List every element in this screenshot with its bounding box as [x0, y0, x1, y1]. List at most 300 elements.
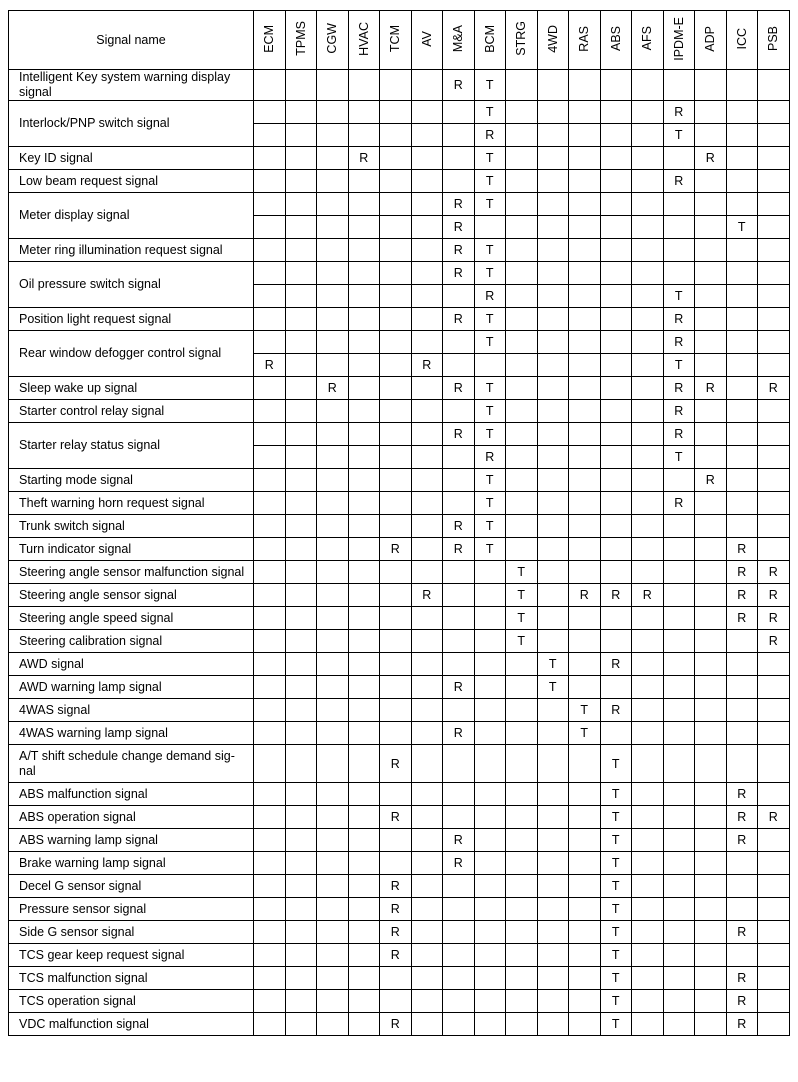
table-cell	[632, 630, 664, 653]
table-cell	[254, 193, 286, 216]
table-cell: R	[443, 216, 475, 239]
table-cell	[380, 239, 412, 262]
table-cell	[758, 216, 790, 239]
table-cell	[380, 990, 412, 1013]
table-cell: R	[443, 262, 475, 285]
signal-name: Steering angle sensor signal	[9, 584, 254, 607]
table-row	[9, 630, 790, 653]
table-cell	[695, 423, 727, 446]
table-cell	[443, 1013, 475, 1036]
table-cell	[411, 216, 443, 239]
table-cell: R	[695, 147, 727, 170]
table-cell	[380, 147, 412, 170]
table-cell	[411, 607, 443, 630]
table-cell	[348, 921, 380, 944]
signal-name: Interlock/PNP switch signal	[9, 101, 254, 147]
table-cell: R	[474, 446, 506, 469]
table-cell	[474, 829, 506, 852]
table-cell	[254, 630, 286, 653]
table-cell	[506, 70, 538, 101]
table-cell	[474, 898, 506, 921]
table-row	[9, 377, 790, 400]
table-cell	[348, 400, 380, 423]
column-header-label: ICC	[734, 27, 749, 50]
table-cell	[632, 676, 664, 699]
table-cell	[348, 492, 380, 515]
column-header-label: BCM	[482, 24, 497, 53]
table-cell	[506, 806, 538, 829]
signal-name: Rear window defogger control signal	[9, 331, 254, 377]
column-header-label: ABS	[608, 25, 623, 51]
table-cell	[317, 630, 349, 653]
table-cell: R	[726, 990, 758, 1013]
table-cell	[348, 354, 380, 377]
table-cell	[506, 124, 538, 147]
table-cell	[380, 492, 412, 515]
table-cell: R	[726, 967, 758, 990]
table-cell	[285, 400, 317, 423]
table-cell: R	[380, 538, 412, 561]
table-cell	[600, 101, 632, 124]
table-cell: R	[726, 538, 758, 561]
table-cell	[726, 239, 758, 262]
table-cell	[380, 699, 412, 722]
table-cell	[443, 170, 475, 193]
table-cell	[632, 538, 664, 561]
table-cell	[663, 722, 695, 745]
table-cell	[380, 377, 412, 400]
table-cell: R	[726, 561, 758, 584]
table-cell	[632, 331, 664, 354]
table-cell	[569, 676, 601, 699]
table-cell	[411, 1013, 443, 1036]
table-cell	[758, 70, 790, 101]
table-cell: R	[663, 308, 695, 331]
table-cell	[569, 875, 601, 898]
table-cell: R	[726, 829, 758, 852]
table-cell	[254, 676, 286, 699]
table-cell	[411, 898, 443, 921]
table-cell	[443, 446, 475, 469]
table-cell: R	[726, 783, 758, 806]
table-cell	[380, 515, 412, 538]
table-cell	[632, 515, 664, 538]
table-cell	[569, 446, 601, 469]
table-cell	[569, 783, 601, 806]
table-cell	[285, 944, 317, 967]
table-cell	[317, 469, 349, 492]
table-cell	[758, 745, 790, 783]
table-cell	[254, 875, 286, 898]
column-header	[569, 11, 601, 70]
table-cell	[663, 852, 695, 875]
table-cell	[506, 216, 538, 239]
table-cell	[537, 423, 569, 446]
table-cell: R	[758, 806, 790, 829]
table-cell	[506, 875, 538, 898]
table-cell	[726, 676, 758, 699]
table-cell	[695, 898, 727, 921]
table-cell	[443, 561, 475, 584]
table-cell: T	[474, 101, 506, 124]
table-cell	[537, 239, 569, 262]
column-header	[317, 11, 349, 70]
table-cell	[317, 308, 349, 331]
table-cell	[411, 852, 443, 875]
table-cell	[758, 829, 790, 852]
table-cell	[380, 630, 412, 653]
table-cell	[506, 354, 538, 377]
table-cell: T	[474, 331, 506, 354]
table-cell	[254, 515, 286, 538]
table-cell	[317, 1013, 349, 1036]
table-cell	[317, 170, 349, 193]
table-cell	[443, 607, 475, 630]
table-cell	[632, 829, 664, 852]
table-cell	[317, 783, 349, 806]
table-cell: T	[506, 630, 538, 653]
table-cell	[632, 806, 664, 829]
table-cell	[411, 745, 443, 783]
table-cell	[317, 446, 349, 469]
table-row	[9, 400, 790, 423]
table-cell	[569, 561, 601, 584]
table-cell	[695, 239, 727, 262]
table-cell: R	[443, 722, 475, 745]
table-cell	[285, 170, 317, 193]
table-cell	[569, 990, 601, 1013]
table-cell: R	[663, 492, 695, 515]
table-cell: T	[506, 584, 538, 607]
table-cell	[537, 70, 569, 101]
table-cell: R	[632, 584, 664, 607]
table-cell	[537, 806, 569, 829]
table-row	[9, 469, 790, 492]
table-cell	[285, 921, 317, 944]
table-cell	[285, 101, 317, 124]
table-cell: R	[758, 630, 790, 653]
table-cell	[537, 630, 569, 653]
table-cell	[443, 990, 475, 1013]
table-cell	[600, 170, 632, 193]
table-row	[9, 239, 790, 262]
table-cell	[380, 70, 412, 101]
table-cell	[474, 676, 506, 699]
table-cell	[726, 70, 758, 101]
table-cell: T	[506, 561, 538, 584]
table-cell	[569, 193, 601, 216]
table-cell	[600, 377, 632, 400]
table-cell	[285, 630, 317, 653]
table-cell: R	[569, 584, 601, 607]
table-cell	[443, 967, 475, 990]
table-cell	[254, 101, 286, 124]
signal-name: Position light request signal	[9, 308, 254, 331]
table-cell	[600, 354, 632, 377]
table-cell	[600, 515, 632, 538]
table-cell	[285, 875, 317, 898]
table-cell	[600, 492, 632, 515]
table-cell	[726, 852, 758, 875]
table-cell: T	[474, 262, 506, 285]
table-cell	[726, 875, 758, 898]
table-cell	[411, 124, 443, 147]
column-header-label: M&A	[451, 24, 465, 53]
table-cell	[443, 944, 475, 967]
table-cell	[348, 676, 380, 699]
table-cell	[317, 875, 349, 898]
table-cell	[663, 561, 695, 584]
table-cell	[506, 469, 538, 492]
table-cell	[380, 262, 412, 285]
table-cell	[443, 492, 475, 515]
table-cell: T	[600, 990, 632, 1013]
table-cell: T	[726, 216, 758, 239]
table-cell	[537, 967, 569, 990]
table-cell	[411, 492, 443, 515]
table-cell	[443, 584, 475, 607]
table-cell	[695, 630, 727, 653]
table-cell	[537, 699, 569, 722]
table-cell	[443, 285, 475, 308]
table-cell	[663, 584, 695, 607]
signal-name: Steering calibration signal	[9, 630, 254, 653]
table-cell	[663, 1013, 695, 1036]
table-cell	[348, 515, 380, 538]
table-cell	[758, 676, 790, 699]
table-cell	[569, 262, 601, 285]
table-cell	[632, 400, 664, 423]
table-cell	[411, 262, 443, 285]
table-cell	[380, 170, 412, 193]
table-cell	[758, 285, 790, 308]
table-cell	[537, 584, 569, 607]
table-cell	[474, 921, 506, 944]
table-cell	[632, 875, 664, 898]
table-cell	[632, 967, 664, 990]
table-cell: T	[600, 921, 632, 944]
table-cell: R	[474, 124, 506, 147]
table-cell	[537, 745, 569, 783]
table-cell: R	[758, 561, 790, 584]
table-cell	[348, 722, 380, 745]
table-cell	[726, 944, 758, 967]
table-cell	[443, 354, 475, 377]
table-cell	[695, 699, 727, 722]
table-row	[9, 193, 790, 216]
table-cell	[411, 446, 443, 469]
column-header	[726, 11, 758, 70]
signal-name: 4WAS warning lamp signal	[9, 722, 254, 745]
table-cell	[537, 354, 569, 377]
column-header-label: ADP	[703, 25, 717, 52]
table-cell	[758, 423, 790, 446]
table-cell	[380, 653, 412, 676]
table-cell	[726, 423, 758, 446]
table-row	[9, 898, 790, 921]
table-cell	[254, 70, 286, 101]
table-row	[9, 944, 790, 967]
table-cell	[254, 561, 286, 584]
table-cell	[348, 1013, 380, 1036]
table-cell	[348, 653, 380, 676]
signal-name: Steering angle speed signal	[9, 607, 254, 630]
table-cell	[254, 898, 286, 921]
table-cell	[285, 898, 317, 921]
table-cell	[600, 423, 632, 446]
table-cell	[443, 653, 475, 676]
table-cell	[254, 967, 286, 990]
table-cell	[254, 1013, 286, 1036]
table-cell	[285, 492, 317, 515]
table-cell	[506, 967, 538, 990]
table-cell: R	[380, 875, 412, 898]
table-cell	[600, 285, 632, 308]
table-row	[9, 262, 790, 285]
table-cell	[695, 446, 727, 469]
table-cell	[380, 400, 412, 423]
table-cell	[285, 699, 317, 722]
table-cell	[285, 239, 317, 262]
table-cell	[758, 308, 790, 331]
column-header-label: HVAC	[356, 21, 371, 56]
table-cell	[317, 967, 349, 990]
table-cell	[569, 354, 601, 377]
signal-name: Intelligent Key system warning display signal	[9, 70, 254, 101]
table-cell	[411, 331, 443, 354]
column-header-label: 4WD	[545, 24, 560, 53]
table-cell: R	[380, 921, 412, 944]
table-cell	[600, 400, 632, 423]
table-cell	[537, 722, 569, 745]
table-cell	[569, 944, 601, 967]
table-cell	[758, 124, 790, 147]
signal-name: ABS warning lamp signal	[9, 829, 254, 852]
table-cell	[348, 561, 380, 584]
table-cell	[254, 852, 286, 875]
table-cell	[569, 170, 601, 193]
table-cell	[254, 446, 286, 469]
table-cell	[443, 898, 475, 921]
signal-name: Theft warning horn request signal	[9, 492, 254, 515]
table-cell	[380, 354, 412, 377]
table-row	[9, 147, 790, 170]
signal-name-header: Signal name	[9, 11, 254, 70]
column-header-label: IPDM-E	[671, 16, 686, 61]
column-header	[411, 11, 443, 70]
table-cell	[569, 852, 601, 875]
table-cell	[348, 745, 380, 783]
table-cell	[317, 584, 349, 607]
table-cell	[506, 1013, 538, 1036]
signal-name: Oil pressure switch signal	[9, 262, 254, 308]
table-cell	[506, 653, 538, 676]
table-cell	[632, 308, 664, 331]
table-cell	[411, 699, 443, 722]
table-cell	[348, 216, 380, 239]
table-cell	[380, 829, 412, 852]
table-cell: T	[600, 875, 632, 898]
table-cell	[348, 538, 380, 561]
table-cell	[537, 921, 569, 944]
table-cell	[411, 783, 443, 806]
table-cell: R	[443, 515, 475, 538]
table-cell	[317, 653, 349, 676]
table-cell: T	[474, 239, 506, 262]
table-cell: R	[726, 607, 758, 630]
table-cell	[317, 852, 349, 875]
table-cell: R	[726, 921, 758, 944]
table-cell	[569, 538, 601, 561]
table-cell	[695, 124, 727, 147]
table-cell	[506, 262, 538, 285]
table-cell	[348, 70, 380, 101]
table-cell	[506, 944, 538, 967]
table-cell	[695, 852, 727, 875]
signal-name: TCS malfunction signal	[9, 967, 254, 990]
table-cell	[411, 967, 443, 990]
table-cell	[695, 584, 727, 607]
table-cell	[506, 400, 538, 423]
table-cell	[317, 745, 349, 783]
table-cell	[254, 745, 286, 783]
table-cell	[537, 170, 569, 193]
table-cell	[569, 469, 601, 492]
table-cell	[411, 285, 443, 308]
table-cell	[569, 898, 601, 921]
table-cell	[411, 70, 443, 101]
table-cell	[380, 124, 412, 147]
table-row	[9, 515, 790, 538]
table-cell	[474, 584, 506, 607]
table-cell: T	[600, 898, 632, 921]
table-cell	[285, 124, 317, 147]
table-cell	[726, 898, 758, 921]
table-cell	[254, 829, 286, 852]
table-cell	[569, 1013, 601, 1036]
table-cell	[285, 515, 317, 538]
table-cell	[726, 630, 758, 653]
table-cell	[317, 990, 349, 1013]
table-cell: T	[600, 829, 632, 852]
table-cell	[569, 967, 601, 990]
table-cell	[663, 875, 695, 898]
table-cell	[506, 147, 538, 170]
table-cell: T	[600, 967, 632, 990]
signal-name: AWD warning lamp signal	[9, 676, 254, 699]
table-cell: R	[411, 584, 443, 607]
table-cell	[758, 653, 790, 676]
table-row	[9, 1013, 790, 1036]
table-cell	[317, 147, 349, 170]
table-cell	[254, 921, 286, 944]
table-cell	[411, 170, 443, 193]
table-cell: R	[474, 285, 506, 308]
table-cell	[317, 492, 349, 515]
table-cell	[600, 561, 632, 584]
table-cell	[380, 676, 412, 699]
table-cell: T	[474, 170, 506, 193]
table-cell	[663, 898, 695, 921]
table-cell	[380, 607, 412, 630]
table-cell	[506, 829, 538, 852]
table-cell	[254, 722, 286, 745]
table-cell	[317, 806, 349, 829]
signal-name: Sleep wake up signal	[9, 377, 254, 400]
table-cell	[380, 423, 412, 446]
table-cell	[758, 944, 790, 967]
column-header-label: CGW	[325, 23, 339, 54]
